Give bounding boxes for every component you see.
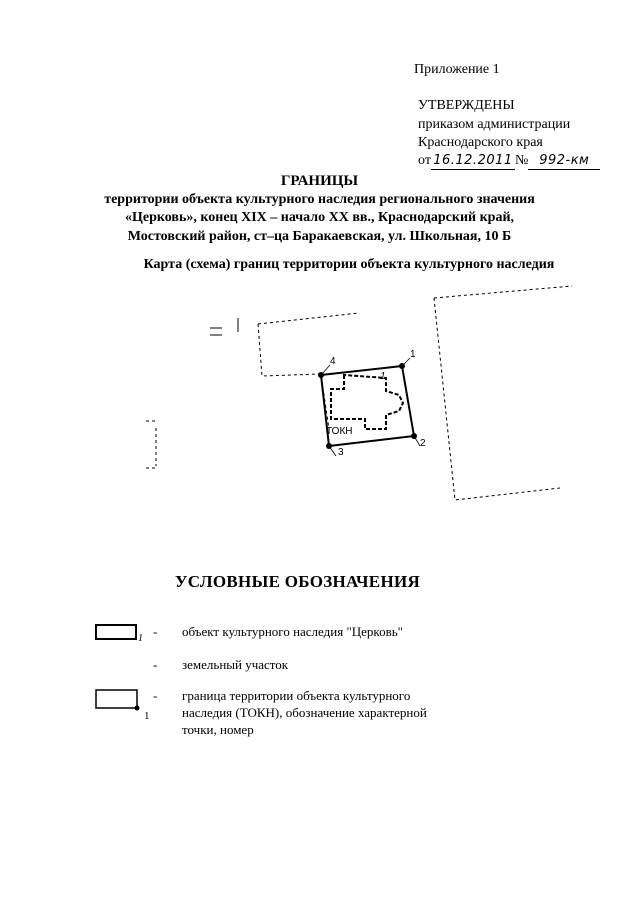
approval-line-2: Краснодарского края <box>418 135 543 150</box>
point-label-3: 3 <box>338 447 344 458</box>
appendix-label: Приложение 1 <box>414 62 500 77</box>
approval-line-1: приказом администрации <box>418 117 571 132</box>
map-caption: Карта (схема) границ территории объекта культурного наследия <box>143 257 555 272</box>
legend-dash-1: - <box>153 624 158 639</box>
date-handwritten: 16.12.2011 <box>431 152 515 170</box>
number-handwritten: 992-км <box>528 152 600 170</box>
legend-symbol-1-number: 1 <box>138 633 143 644</box>
point-label-2: 2 <box>420 438 426 449</box>
legend-dash-2: - <box>153 657 158 672</box>
date-prefix: от <box>418 153 431 168</box>
legend-text-2: земельный участок <box>182 657 289 672</box>
legend-text-3-line-3: точки, номер <box>182 722 254 737</box>
point-label-1: 1 <box>410 349 416 360</box>
title-line-2: «Церковь», конец XIX – начало XX вв., Краснодарский край, <box>124 210 515 225</box>
title-line-1: территории объекта культурного наследия регионального значения <box>104 191 535 207</box>
building-number: 1 <box>380 371 386 382</box>
title-heading: ГРАНИЦЫ <box>280 173 359 189</box>
legend-title: УСЛОВНЫЕ ОБОЗНАЧЕНИЯ <box>175 572 421 591</box>
legend-text-1: объект культурного наследия "Церковь" <box>182 624 403 639</box>
title-line-3: Мостовский район, ст–ца Баракаевская, ул. Школьная, 10 Б <box>127 228 512 244</box>
number-prefix: № <box>514 153 529 168</box>
legend-text-3-line-1: граница территории объекта культурного <box>182 688 411 703</box>
legend-symbol-3-number: 1 <box>144 710 150 722</box>
point-label-4: 4 <box>330 356 336 367</box>
approval-heading: УТВЕРЖДЕНЫ <box>418 98 515 113</box>
legend-dash-3: - <box>153 688 158 703</box>
legend-text-3-line-2: наследия (ТОКН), обозначение характерной <box>182 705 427 720</box>
tokn-map-label: ТОКН <box>326 426 353 437</box>
